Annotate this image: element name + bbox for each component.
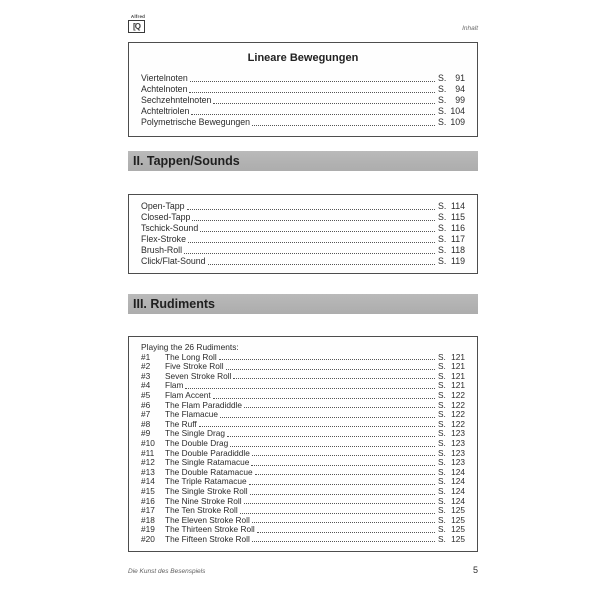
section-bar-rudiments: III. Rudiments xyxy=(128,294,478,314)
dot-leader xyxy=(233,378,435,379)
toc-entry xyxy=(141,106,465,117)
book-title: Die Kunst des Besenspiels xyxy=(128,568,206,576)
toc-page xyxy=(128,0,478,575)
alfred-logo-mark-icon: [Q xyxy=(128,20,145,33)
page-abbr: S. xyxy=(438,106,447,116)
page-header xyxy=(128,14,478,42)
page-abbr: S. xyxy=(438,533,446,544)
toc-box-rudiments xyxy=(128,336,478,552)
dot-leader xyxy=(191,114,435,115)
dot-leader xyxy=(252,522,435,523)
page-abbr: S. xyxy=(438,418,446,429)
toc-entry xyxy=(141,245,465,256)
page-value: 122 xyxy=(451,389,465,400)
page-value: 124 xyxy=(451,476,465,487)
entry-number: #14 xyxy=(141,476,155,487)
entry-number: #10 xyxy=(141,437,155,448)
dot-leader xyxy=(251,465,435,466)
page-value: 121 xyxy=(451,351,465,362)
entry-number: #13 xyxy=(141,466,155,477)
entry-label: Seven Stroke Roll xyxy=(165,370,232,381)
entry-label: The Thirteen Stroke Roll xyxy=(165,524,255,535)
entry-label: The Triple Ratamacue xyxy=(165,476,247,487)
entry-page xyxy=(438,117,465,128)
entry-label: Sechzehntelnoten xyxy=(141,95,212,105)
entry-label: The Eleven Stroke Roll xyxy=(165,514,250,525)
entry-label: Click/Flat-Sound xyxy=(141,256,206,266)
entry-label: Brush-Roll xyxy=(141,245,183,255)
page-value: 124 xyxy=(451,466,465,477)
entry-label: The Single Ratamacue xyxy=(165,457,250,468)
entry-number: #17 xyxy=(141,505,155,516)
entry-label: Achtelnoten xyxy=(141,84,188,94)
alfred-logo xyxy=(128,14,148,33)
page-footer xyxy=(128,565,478,575)
page-value: 116 xyxy=(450,223,465,233)
page-abbr: S. xyxy=(438,73,447,83)
page-value: 122 xyxy=(451,409,465,420)
page-abbr: S. xyxy=(438,495,446,506)
page-abbr: S. xyxy=(438,212,447,222)
toc-box-lineare-bewegungen xyxy=(128,42,478,137)
entry-label: The Nine Stroke Roll xyxy=(165,495,242,506)
entry-label: The Fifteen Stroke Roll xyxy=(165,533,250,544)
toc-entry-list xyxy=(141,73,465,128)
entry-number: #16 xyxy=(141,495,155,506)
page-value: 121 xyxy=(451,361,465,372)
toc-box-tappen-sounds xyxy=(128,194,478,274)
entry-label: Flam Accent xyxy=(165,389,211,400)
entry-number: #2 xyxy=(141,361,151,372)
page-abbr: S. xyxy=(438,466,446,477)
page-value: 115 xyxy=(450,212,465,222)
page-value: 125 xyxy=(451,505,465,516)
box-intro: Playing the 26 Rudiments: xyxy=(141,342,239,352)
entry-label: Viertelnoten xyxy=(141,73,188,83)
entry-number: #9 xyxy=(141,428,151,439)
dot-leader xyxy=(184,253,435,254)
toc-entry xyxy=(141,256,465,267)
entry-label: Flam xyxy=(165,380,184,391)
toc-entry xyxy=(141,223,465,234)
entry-page xyxy=(438,223,465,234)
page-abbr: S. xyxy=(438,514,446,525)
box-title: Lineare Bewegungen xyxy=(247,52,359,64)
dot-leader xyxy=(199,426,435,427)
toc-entry xyxy=(141,117,465,128)
dot-leader xyxy=(252,455,435,456)
dot-leader xyxy=(226,369,435,370)
dot-leader xyxy=(192,220,435,221)
page-value: 91 xyxy=(455,73,465,83)
entry-page xyxy=(438,201,465,212)
toc-entry xyxy=(141,535,465,545)
entry-number: #12 xyxy=(141,457,155,468)
page-abbr: S. xyxy=(438,223,447,233)
entry-number: #3 xyxy=(141,370,151,381)
page-abbr: S. xyxy=(438,399,446,410)
entry-label: The Long Roll xyxy=(165,351,217,362)
dot-leader xyxy=(249,484,435,485)
entry-label: Flex-Stroke xyxy=(141,234,186,244)
entry-page xyxy=(438,73,465,84)
dot-leader xyxy=(255,474,435,475)
dot-leader xyxy=(230,446,435,447)
entry-label: Polymetrische Bewegungen xyxy=(141,117,251,127)
toc-entry xyxy=(141,201,465,212)
page-value: 122 xyxy=(451,418,465,429)
page-abbr: S. xyxy=(438,370,446,381)
page-abbr: S. xyxy=(438,117,447,127)
page-abbr: S. xyxy=(438,505,446,516)
page-value: 117 xyxy=(450,234,465,244)
page-value: 123 xyxy=(451,437,465,448)
dot-leader xyxy=(244,503,435,504)
page-value: 123 xyxy=(451,428,465,439)
toc-entry xyxy=(141,73,465,84)
page-value: 125 xyxy=(451,524,465,535)
page-value: 114 xyxy=(450,201,465,211)
toc-entry xyxy=(141,212,465,223)
entry-label: The Flam Paradiddle xyxy=(165,399,243,410)
dot-leader xyxy=(252,541,435,542)
page-value: 123 xyxy=(451,447,465,458)
dot-leader xyxy=(213,398,435,399)
dot-leader xyxy=(240,513,435,514)
entry-number: #19 xyxy=(141,524,155,535)
page-value: 121 xyxy=(451,380,465,391)
entry-number: #4 xyxy=(141,380,151,391)
page-abbr: S. xyxy=(438,428,446,439)
entry-number: #6 xyxy=(141,399,151,410)
page-abbr: S. xyxy=(438,95,447,105)
page-abbr: S. xyxy=(438,256,447,266)
dot-leader xyxy=(244,407,435,408)
entry-label: The Single Drag xyxy=(165,428,225,439)
entry-label: The Double Ratamacue xyxy=(165,466,253,477)
entry-label: Open-Tapp xyxy=(141,201,185,211)
entry-label: The Ruff xyxy=(165,418,197,429)
entry-number: #11 xyxy=(141,447,155,458)
entry-label: The Single Stroke Roll xyxy=(165,485,248,496)
dot-leader xyxy=(220,417,435,418)
entry-label: The Double Drag xyxy=(165,437,229,448)
page-value: 104 xyxy=(450,106,465,116)
entry-page xyxy=(438,245,465,256)
toc-entry-list xyxy=(141,353,465,545)
page-value: 109 xyxy=(450,117,465,127)
entry-number: #8 xyxy=(141,418,151,429)
page-abbr: S. xyxy=(438,457,446,468)
page-abbr: S. xyxy=(438,485,446,496)
page-value: 125 xyxy=(451,533,465,544)
alfred-logo-word: Alfred xyxy=(130,14,146,19)
page-abbr: S. xyxy=(438,524,446,535)
entry-number: #1 xyxy=(141,351,151,362)
entry-page xyxy=(438,256,465,267)
page-abbr: S. xyxy=(438,437,446,448)
entry-number: #18 xyxy=(141,514,155,525)
dot-leader xyxy=(190,81,435,82)
entry-label: The Flamacue xyxy=(165,409,219,420)
entry-number: #7 xyxy=(141,409,151,420)
toc-entry-list xyxy=(141,201,465,267)
page-abbr: S. xyxy=(438,389,446,400)
dot-leader xyxy=(185,388,435,389)
dot-leader xyxy=(250,494,435,495)
dot-leader xyxy=(200,231,435,232)
page-abbr: S. xyxy=(438,380,446,391)
page-abbr: S. xyxy=(438,447,446,458)
page-abbr: S. xyxy=(438,361,446,372)
page-abbr: S. xyxy=(438,476,446,487)
page-value: 124 xyxy=(451,495,465,506)
entry-label: Tschick-Sound xyxy=(141,223,199,233)
page-abbr: S. xyxy=(438,245,447,255)
page-number: 5 xyxy=(472,565,478,576)
dot-leader xyxy=(252,125,435,126)
page-abbr: S. xyxy=(438,84,447,94)
dot-leader xyxy=(257,532,435,533)
page-value: 123 xyxy=(451,457,465,468)
toc-entry xyxy=(141,234,465,245)
page-abbr: S. xyxy=(438,201,447,211)
entry-label: Five Stroke Roll xyxy=(165,361,224,372)
dot-leader xyxy=(208,264,435,265)
toc-entry xyxy=(141,95,465,106)
entry-page xyxy=(438,95,465,106)
running-head: Inhalt xyxy=(462,25,478,32)
entry-number: #20 xyxy=(141,533,155,544)
entry-page xyxy=(438,106,465,117)
entry-number: #15 xyxy=(141,485,155,496)
page-value: 125 xyxy=(451,514,465,525)
page-value: 94 xyxy=(455,84,465,94)
page-value: 121 xyxy=(451,370,465,381)
page-abbr: S. xyxy=(438,351,446,362)
page-abbr: S. xyxy=(438,234,447,244)
entry-page xyxy=(438,535,465,545)
entry-label: Achteltriolen xyxy=(141,106,190,116)
entry-page xyxy=(438,212,465,223)
section-bar-tappen-sounds: II. Tappen/Sounds xyxy=(128,151,478,171)
page-value: 99 xyxy=(455,95,465,105)
dot-leader xyxy=(188,242,435,243)
dot-leader xyxy=(189,92,435,93)
dot-leader xyxy=(219,359,435,360)
entry-label: The Double Paradiddle xyxy=(165,447,250,458)
entry-label: Closed-Tapp xyxy=(141,212,191,222)
dot-leader xyxy=(227,436,435,437)
toc-entry xyxy=(141,372,465,382)
dot-leader xyxy=(213,103,435,104)
toc-entry xyxy=(141,84,465,95)
page-value: 119 xyxy=(450,256,465,266)
page-abbr: S. xyxy=(438,409,446,420)
entry-label: The Ten Stroke Roll xyxy=(165,505,238,516)
dot-leader xyxy=(187,209,435,210)
page-value: 122 xyxy=(451,399,465,410)
entry-number: #5 xyxy=(141,389,151,400)
page-value: 118 xyxy=(450,245,465,255)
entry-page xyxy=(438,84,465,95)
page-value: 124 xyxy=(451,485,465,496)
entry-page xyxy=(438,234,465,245)
